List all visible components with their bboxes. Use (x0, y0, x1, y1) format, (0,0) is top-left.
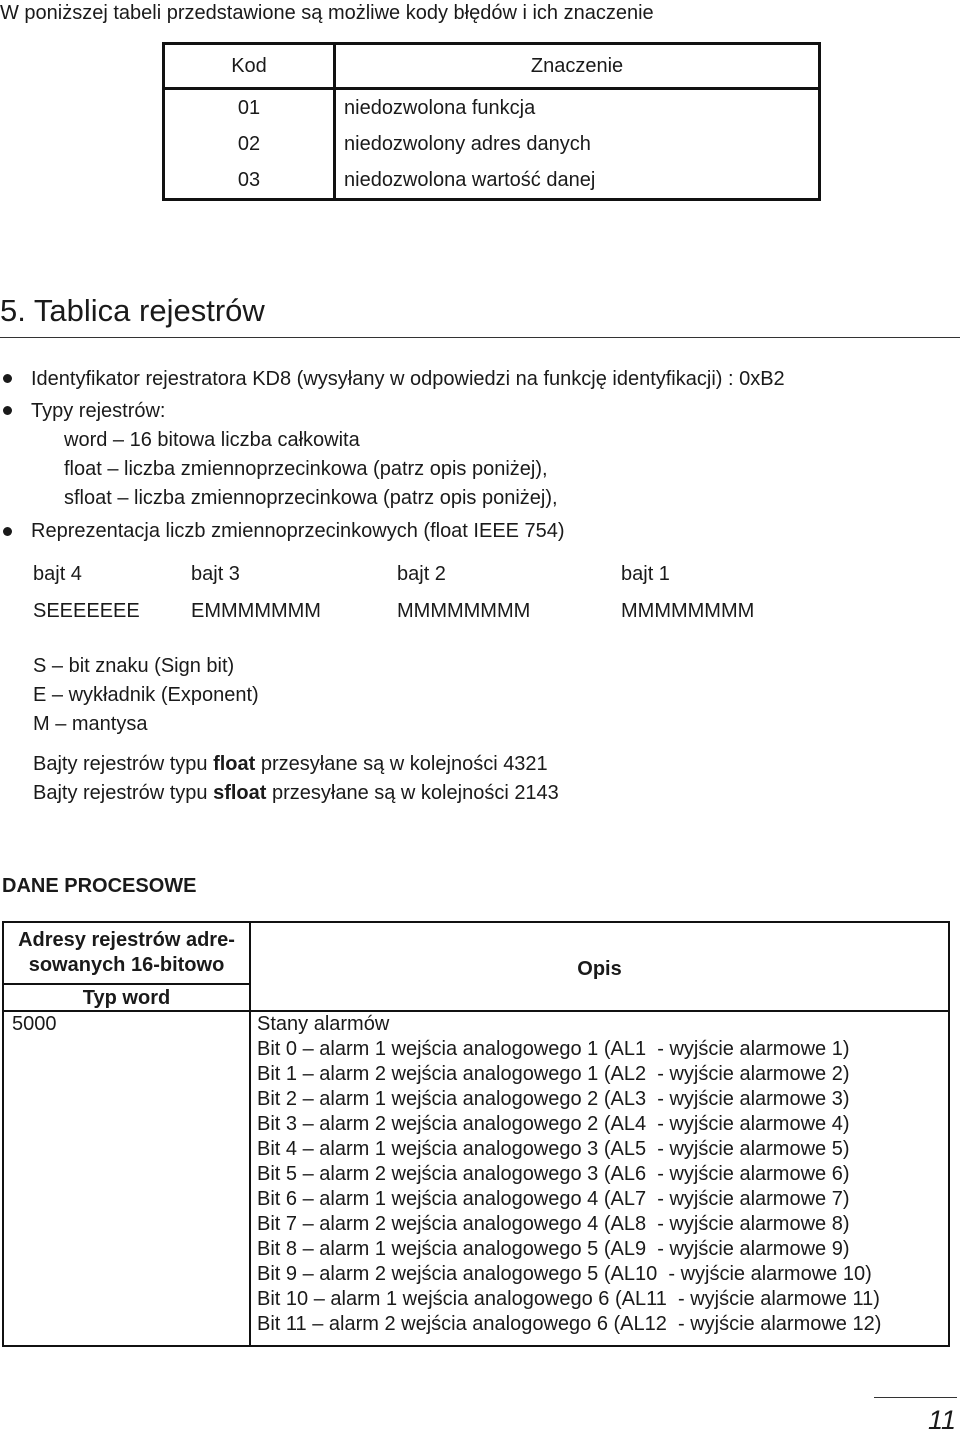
legend-exponent: E – wykładnik (Exponent) (33, 684, 259, 706)
meaning-cell: niedozwolona funkcja (344, 96, 536, 119)
header-divider (4, 983, 249, 985)
table-row (164, 126, 820, 162)
desc-line: Bit 3 – alarm 2 wejścia analogowego 2 (AL4 - wyjście alarmowe 4) (257, 1113, 850, 1135)
type-float: float – liczba zmiennoprzecinkowa (patrz opis poniżej), (64, 458, 548, 480)
sfloat-order-text: Bajty rejestrów typu sfloat przesyłane są w kolejności 2143 (33, 782, 559, 804)
bullet-icon (3, 374, 12, 383)
code-cell: 03 (164, 162, 335, 200)
header-kod: Kod (164, 44, 335, 89)
desc-line: Stany alarmów (257, 1013, 390, 1035)
byte-header: bajt 2 (397, 563, 446, 585)
column-divider (249, 923, 251, 1347)
bullet-icon (3, 406, 12, 415)
bullet-float-representation: Reprezentacja liczb zmiennoprzecinkowych (float IEEE 754) (31, 520, 565, 542)
type-sfloat: sfloat – liczba zmiennoprzecinkowa (patrz opis poniżej), (64, 487, 558, 509)
desc-line: Bit 7 – alarm 2 wejścia analogowego 4 (AL8 - wyjście alarmowe 8) (257, 1213, 850, 1235)
byte-header: bajt 3 (191, 563, 240, 585)
desc-line: Bit 2 – alarm 1 wejścia analogowego 2 (AL3 - wyjście alarmowe 3) (257, 1088, 850, 1110)
meaning-cell: niedozwolona wartość danej (344, 168, 596, 191)
byte-header: bajt 1 (621, 563, 670, 585)
float-keyword: float (213, 753, 256, 775)
byte-value: EMMMMMMM (191, 600, 321, 622)
type-word: word – 16 bitowa liczba całkowita (64, 429, 360, 451)
header-opis: Opis (577, 958, 622, 980)
desc-line: Bit 9 – alarm 2 wejścia analogowego 5 (AL10 - wyjście alarmowe 10) (257, 1263, 872, 1285)
page-number: 11 (928, 1405, 957, 1435)
process-data-title: DANE PROCESOWE (2, 875, 197, 897)
desc-line: Bit 6 – alarm 1 wejścia analogowego 4 (AL7 - wyjście alarmowe 7) (257, 1188, 850, 1210)
bullet-identifier: Identyfikator rejestratora KD8 (wysyłany w odpowiedzi na funkcję identyfikacji) : 0xB2 (31, 368, 785, 390)
byte-value: MMMMMMMM (621, 600, 755, 622)
error-code-table (162, 42, 821, 201)
page-number-rule (874, 1397, 957, 1398)
register-address: 5000 (12, 1013, 57, 1035)
float-order-text: Bajty rejestrów typu float przesyłane są w kolejności 4321 (33, 753, 548, 775)
meaning-cell: niedozwolony adres danych (344, 132, 591, 155)
table-row (164, 89, 820, 127)
byte-value: MMMMMMMM (397, 600, 531, 622)
desc-line: Bit 0 – alarm 1 wejścia analogowego 1 (AL1 - wyjście alarmowe 1) (257, 1038, 850, 1060)
legend-sign: S – bit znaku (Sign bit) (33, 655, 235, 677)
section-divider (0, 337, 960, 338)
code-cell: 02 (164, 126, 335, 162)
section-title: 5. Tablica rejestrów (0, 293, 265, 328)
header-address: Adresy rejestrów adre- sowanych 16-bitowo (18, 929, 235, 976)
desc-line: Bit 1 – alarm 2 wejścia analogowego 1 (AL2 - wyjście alarmowe 2) (257, 1063, 850, 1085)
header-znaczenie: Znaczenie (335, 44, 820, 89)
intro-text: W poniższej tabeli przedstawione są możliwe kody błędów i ich znaczenie (0, 2, 654, 24)
byte-header: bajt 4 (33, 563, 82, 585)
byte-value: SEEEEEEE (33, 600, 140, 622)
desc-line: Bit 8 – alarm 1 wejścia analogowego 5 (AL9 - wyjście alarmowe 9) (257, 1238, 850, 1260)
header-type-word: Typ word (82, 987, 171, 1009)
desc-line: Bit 11 – alarm 2 wejścia analogowego 6 (AL12 - wyjście alarmowe 12) (257, 1313, 882, 1335)
code-cell: 01 (164, 89, 335, 127)
table-header-row (164, 44, 820, 89)
bullet-register-types: Typy rejestrów: (31, 400, 166, 422)
bullet-icon (3, 527, 12, 536)
table-row (164, 162, 820, 200)
process-data-table (2, 921, 950, 1347)
sfloat-keyword: sfloat (213, 782, 267, 804)
legend-mantissa: M – mantysa (33, 713, 148, 735)
desc-line: Bit 10 – alarm 1 wejścia analogowego 6 (AL11 - wyjście alarmowe 11) (257, 1288, 880, 1310)
desc-line: Bit 4 – alarm 1 wejścia analogowego 3 (AL5 - wyjście alarmowe 5) (257, 1138, 850, 1160)
desc-line: Bit 5 – alarm 2 wejścia analogowego 3 (AL6 - wyjście alarmowe 6) (257, 1163, 850, 1185)
